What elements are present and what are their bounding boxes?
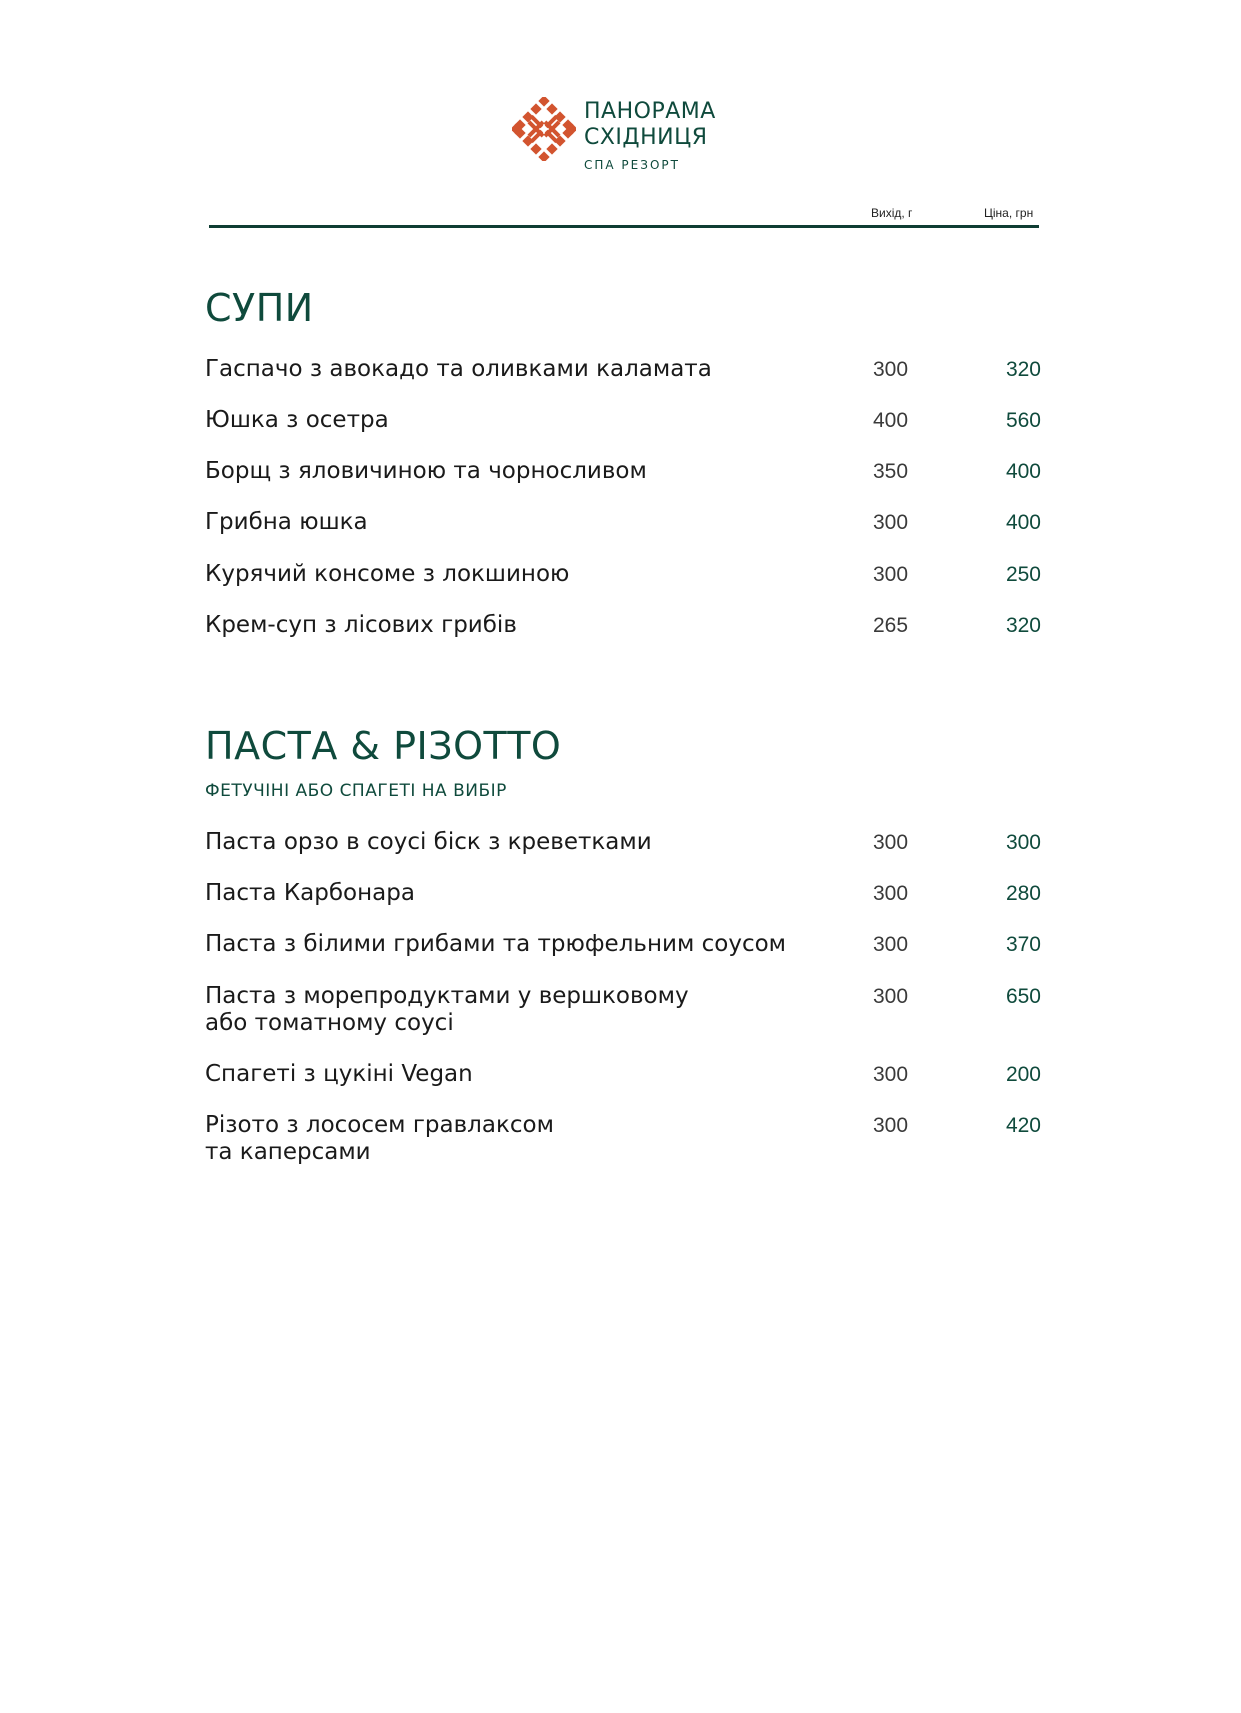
menu-item-price: 420 (1005, 1114, 1041, 1137)
menu-item-name: Грибна юшка (205, 509, 368, 535)
menu-item-name: Паста орзо в соусі біск з креветками (205, 829, 652, 855)
menu-item-price: 300 (1005, 831, 1041, 854)
menu-item-price: 560 (1005, 409, 1041, 432)
menu-item-price: 280 (1005, 882, 1041, 905)
brand-tagline: СПА РЕЗОРТ (584, 158, 680, 172)
menu-item-name: Борщ з яловичиною та чорносливом (205, 458, 647, 484)
brand-line-1: ПАНОРАМА (584, 99, 716, 124)
menu-item-name: Різото з лососем гравлаксом та каперсами (205, 1112, 554, 1165)
menu-item-price: 250 (1005, 563, 1041, 586)
menu-item-name: Курячий консоме з локшиною (205, 561, 570, 587)
menu-item-weight: 300 (873, 933, 909, 956)
menu-item-name: Паста Карбонара (205, 880, 415, 906)
section-title-pasta-risotto: ПАСТА & РІЗОТТО (205, 724, 562, 768)
menu-item-price: 400 (1005, 460, 1041, 483)
column-header-price: Ціна, грн (984, 206, 1034, 220)
menu-item-price: 320 (1005, 358, 1041, 381)
menu-item-weight: 300 (873, 882, 909, 905)
brand-name (584, 99, 716, 173)
brand-logo (512, 95, 742, 170)
menu-item-price: 200 (1005, 1063, 1041, 1086)
menu-item-name: Юшка з осетра (205, 407, 389, 433)
menu-item-weight: 300 (873, 985, 909, 1008)
brand-line-2: СХІДНИЦЯ (584, 125, 708, 150)
menu-item-weight: 300 (873, 1063, 909, 1086)
menu-item-name: Крем-суп з лісових грибів (205, 612, 517, 638)
menu-item-weight: 265 (873, 614, 909, 637)
menu-item-weight: 300 (873, 831, 909, 854)
menu-item-weight: 300 (873, 563, 909, 586)
section-subtitle: ФЕТУЧІНІ АБО СПАГЕТІ НА ВИБІР (205, 781, 507, 801)
menu-item-weight: 300 (873, 511, 909, 534)
menu-item-name: Гаспачо з авокадо та оливками каламата (205, 356, 712, 382)
menu-item-price: 400 (1005, 511, 1041, 534)
section-title-soups: СУПИ (205, 286, 314, 330)
menu-item-weight: 350 (873, 460, 909, 483)
menu-item-price: 370 (1005, 933, 1041, 956)
ornament-logo-icon (512, 97, 576, 161)
menu-item-price: 650 (1005, 985, 1041, 1008)
menu-item-name: Паста з морепродуктами у вершковому або томатному соусі (205, 983, 689, 1036)
menu-item-weight: 400 (873, 409, 909, 432)
menu-item-weight: 300 (873, 1114, 909, 1137)
menu-item-name: Спагеті з цукіні Vegan (205, 1061, 473, 1087)
header-divider (209, 225, 1039, 228)
column-header-weight: Вихід, г (871, 206, 913, 220)
menu-item-name: Паста з білими грибами та трюфельним соусом (205, 931, 787, 957)
menu-item-weight: 300 (873, 358, 909, 381)
menu-item-price: 320 (1005, 614, 1041, 637)
